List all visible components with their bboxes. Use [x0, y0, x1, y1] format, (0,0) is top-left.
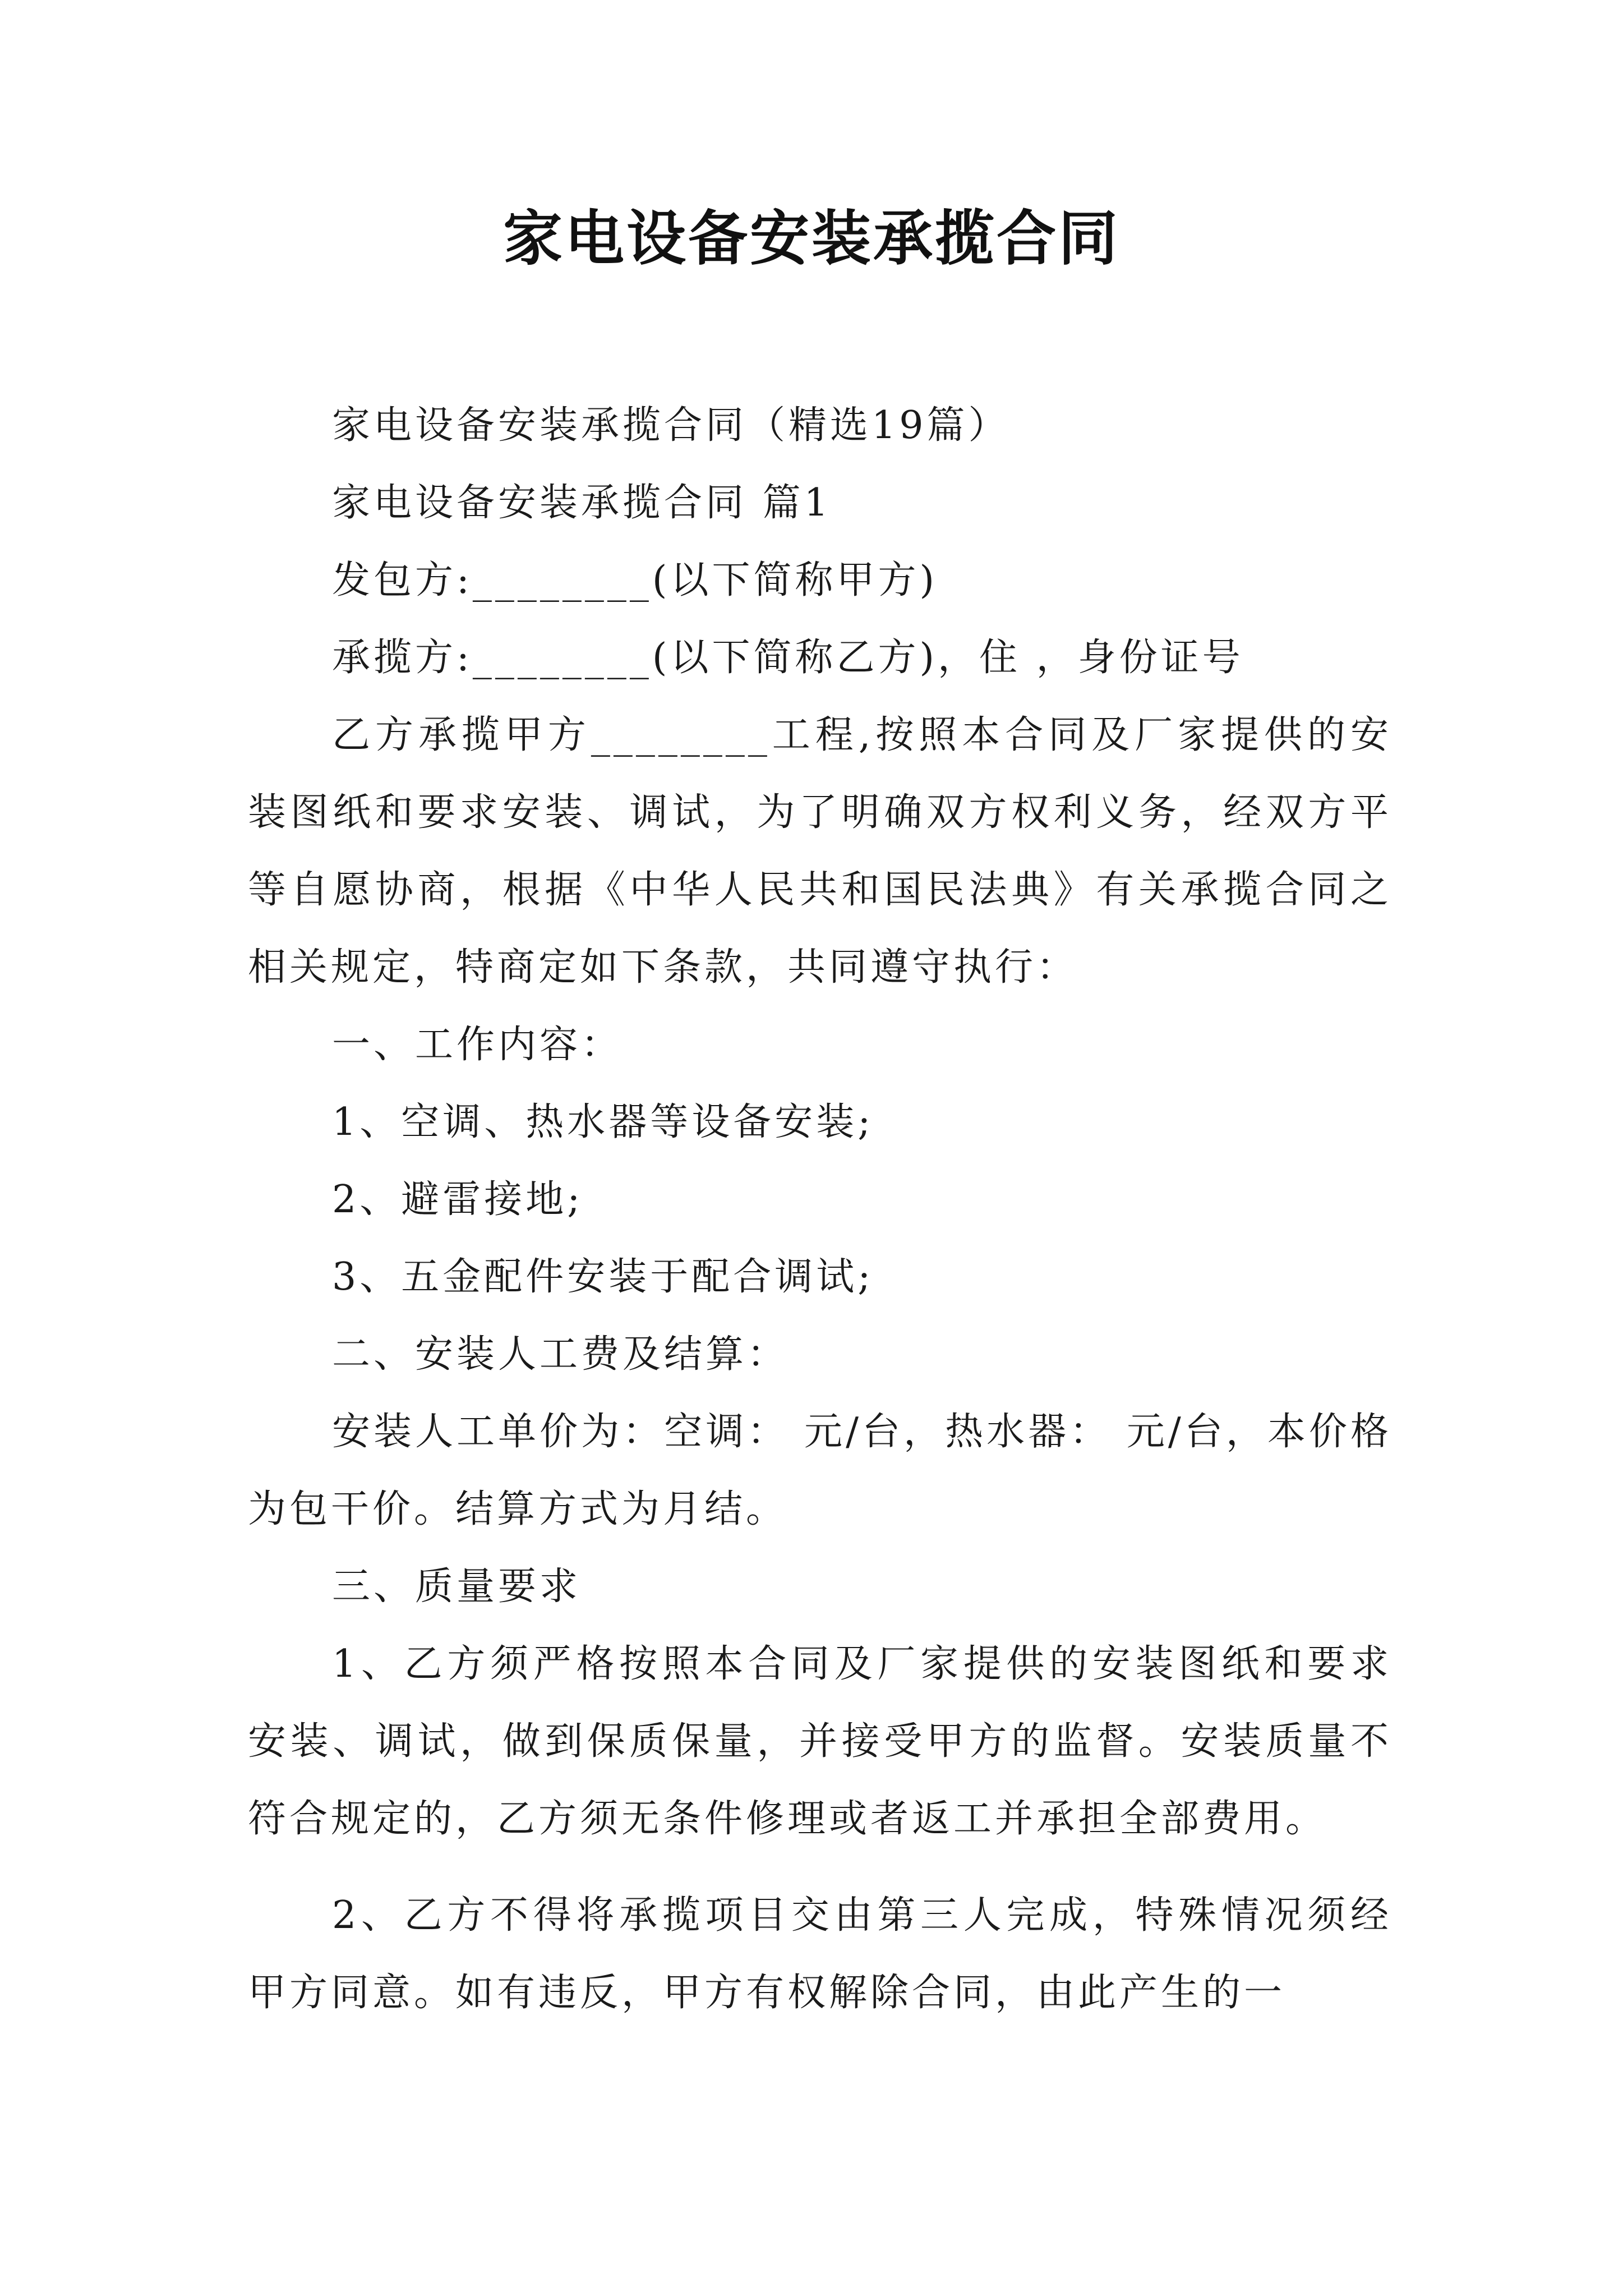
paragraph-clause-1-heading: 一、工作内容： [332, 1023, 623, 1067]
paragraph-clause-3-item-2: 2、乙方不得将承揽项目交由第三人完成，特殊情况须经甲方同意。如有违反，甲方有权解除合同，由此产生的一 [248, 1893, 1392, 2015]
paragraph-clause-3-item-1: 1、乙方须严格按照本合同及厂家提供的安装图纸和要求安装、调试，做到保质保量，并接受甲方的监督。安装质量不符合规定的，乙方须无条件修理或者返工并承担全部费用。 [248, 1642, 1392, 1841]
paragraph-clause-1-item-2: 2、避雷接地; [332, 1177, 584, 1222]
paragraph-contractor: 发包方:________(以下简称甲方) [332, 558, 938, 602]
document-body [248, 387, 1392, 2032]
paragraph-contractee: 承揽方:________(以下简称乙方)，住 ，身份证号 [332, 636, 1244, 680]
paragraph-preamble: 乙方承揽甲方________工程,按照本合同及厂家提供的安装图纸和要求安装、调试，为了明确双方权利义务，经双方平等自愿协商，根据《中华人民共和国民法典》有关承揽合同之相关规定，特商定如下条款，共同遵守执行： [248, 713, 1392, 990]
paragraph-clause-1-item-1: 1、空调、热水器等设备安装; [332, 1100, 874, 1144]
paragraph-clause-2-heading: 二、安装人工费及结算： [332, 1332, 789, 1377]
document-title: 家电设备安装承揽合同 [503, 203, 1120, 273]
paragraph-subtitle: 家电设备安装承揽合同（精选19篇） [332, 403, 1010, 448]
paragraph-clause-2-body: 安装人工单价为：空调： 元/台，热水器： 元/台，本价格为包干价。结算方式为月结。 [248, 1410, 1392, 1531]
paragraph-clause-1-item-3: 3、五金配件安装于配合调试; [332, 1255, 874, 1299]
paragraph-clause-3-heading: 三、质量要求 [332, 1565, 582, 1609]
paragraph-section-heading: 家电设备安装承揽合同 篇1 [332, 481, 832, 525]
